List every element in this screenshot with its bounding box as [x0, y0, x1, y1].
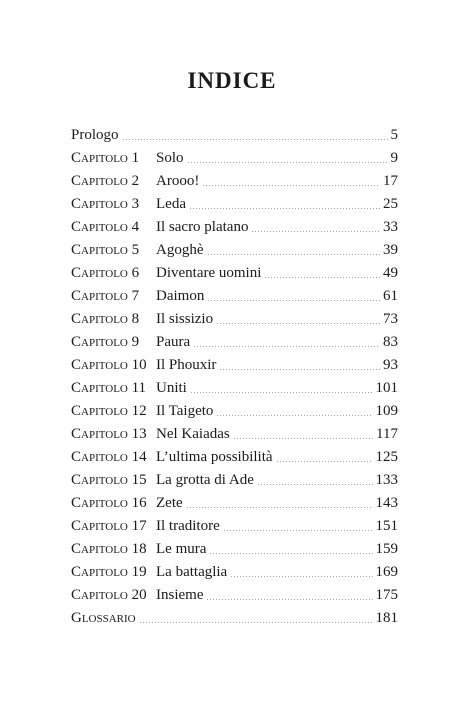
- page-number: 49: [383, 265, 398, 281]
- chapter-number: Capitolo 17: [71, 518, 147, 534]
- chapter-number: Capitolo 11: [71, 380, 147, 396]
- toc-entry: [71, 216, 398, 239]
- page-number: 17: [383, 173, 398, 189]
- dot-leader: [193, 346, 380, 347]
- page-number: 101: [375, 380, 398, 396]
- page-title: INDICE: [187, 68, 277, 93]
- chapter-title: Agoghè: [156, 242, 204, 258]
- chapter-title: Insieme: [156, 587, 204, 603]
- chapter-number: Capitolo 14: [71, 449, 147, 465]
- dot-leader: [276, 461, 373, 462]
- dot-leader: [230, 576, 372, 577]
- chapter-title: Il Taigeto: [156, 403, 214, 419]
- chapter-number: Capitolo 8: [71, 311, 140, 327]
- page-number: 9: [390, 150, 398, 166]
- chapter-title: Leda: [156, 196, 186, 212]
- chapter-number: Capitolo 5: [71, 242, 140, 258]
- toc-entry: [71, 354, 398, 377]
- toc-entry: [71, 469, 398, 492]
- dot-leader: [190, 392, 373, 393]
- toc-entry: [71, 170, 398, 193]
- toc-entry: [71, 262, 398, 285]
- chapter-title: Uniti: [156, 380, 187, 396]
- toc-entry: [71, 193, 398, 216]
- chapter-title: Prologo: [71, 127, 119, 143]
- dot-leader: [251, 231, 380, 232]
- chapter-title: La battaglia: [156, 564, 228, 580]
- chapter-title: Il traditore: [156, 518, 220, 534]
- chapter-number: Capitolo 20: [71, 587, 147, 603]
- page-number: 117: [376, 426, 398, 442]
- page-number: 93: [383, 357, 398, 373]
- dot-leader: [233, 438, 373, 439]
- toc-entry: [71, 400, 398, 423]
- chapter-number: Capitolo 3: [71, 196, 140, 212]
- chapter-title: Paura: [156, 334, 191, 350]
- chapter-title: Il sissizio: [156, 311, 214, 327]
- chapter-number: Capitolo 16: [71, 495, 147, 511]
- toc-entry: [71, 607, 398, 630]
- toc-entry: [71, 124, 398, 147]
- chapter-number: Capitolo 19: [71, 564, 147, 580]
- dot-leader: [207, 254, 381, 255]
- page-number: 109: [375, 403, 398, 419]
- toc-entry: [71, 538, 398, 561]
- dot-leader: [139, 622, 373, 623]
- toc-entry: [71, 308, 398, 331]
- page-number: 159: [375, 541, 398, 557]
- page-number: 73: [383, 311, 398, 327]
- dot-leader: [187, 162, 388, 163]
- chapter-number: Capitolo 13: [71, 426, 147, 442]
- chapter-number: Capitolo 12: [71, 403, 147, 419]
- page-number: 33: [383, 219, 398, 235]
- chapter-number: Capitolo 1: [71, 150, 140, 166]
- toc-entry: [71, 446, 398, 469]
- dot-leader: [189, 208, 380, 209]
- toc-entry: [71, 239, 398, 262]
- dot-leader: [207, 300, 380, 301]
- dot-leader: [264, 277, 380, 278]
- toc-entry: [71, 147, 398, 170]
- page-number: 5: [390, 127, 398, 143]
- page-number: 181: [375, 610, 398, 626]
- chapter-title: La grotta di Ade: [156, 472, 254, 488]
- toc-entry: [71, 285, 398, 308]
- toc-entry: [71, 331, 398, 354]
- chapter-title: Solo: [156, 150, 184, 166]
- page-number: 25: [383, 196, 398, 212]
- page-number: 143: [375, 495, 398, 511]
- page-number: 133: [375, 472, 398, 488]
- chapter-title: L’ultima possibilità: [156, 449, 273, 465]
- page-number: 169: [375, 564, 398, 580]
- chapter-title: Daimon: [156, 288, 205, 304]
- chapter-number: Capitolo 15: [71, 472, 147, 488]
- page-number: 151: [375, 518, 398, 534]
- dot-leader: [219, 369, 380, 370]
- page-number: 39: [383, 242, 398, 258]
- chapter-number: Capitolo 2: [71, 173, 140, 189]
- dot-leader: [216, 415, 372, 416]
- chapter-title: Le mura: [156, 541, 207, 557]
- toc-entry: [71, 377, 398, 400]
- toc-entry: [71, 423, 398, 446]
- dot-leader: [216, 323, 380, 324]
- dot-leader: [209, 553, 372, 554]
- chapter-number: Capitolo 7: [71, 288, 140, 304]
- chapter-number: Capitolo 9: [71, 334, 140, 350]
- chapter-title: Glossario: [71, 610, 136, 626]
- chapter-title: Il Phouxir: [156, 357, 217, 373]
- dot-leader: [202, 185, 380, 186]
- chapter-number: Capitolo 4: [71, 219, 140, 235]
- chapter-title: Nel Kaiadas: [156, 426, 230, 442]
- chapter-title: Arooo!: [156, 173, 200, 189]
- chapter-number: Capitolo 6: [71, 265, 140, 281]
- page-number: 83: [383, 334, 398, 350]
- chapter-title: Zete: [156, 495, 183, 511]
- page-number: 125: [375, 449, 398, 465]
- chapter-number: Capitolo 18: [71, 541, 147, 557]
- dot-leader: [206, 599, 372, 600]
- dot-leader: [122, 139, 388, 140]
- page-number: 61: [383, 288, 398, 304]
- dot-leader: [257, 484, 373, 485]
- chapter-title: Il sacro platano: [156, 219, 249, 235]
- page-number: 175: [375, 587, 398, 603]
- toc-entry: [71, 561, 398, 584]
- toc-entry: [71, 584, 398, 607]
- chapter-number: Capitolo 10: [71, 357, 147, 373]
- toc-entry: [71, 492, 398, 515]
- dot-leader: [223, 530, 373, 531]
- toc-entry: [71, 515, 398, 538]
- dot-leader: [186, 507, 373, 508]
- chapter-title: Diventare uomini: [156, 265, 262, 281]
- table-of-contents: [71, 124, 398, 630]
